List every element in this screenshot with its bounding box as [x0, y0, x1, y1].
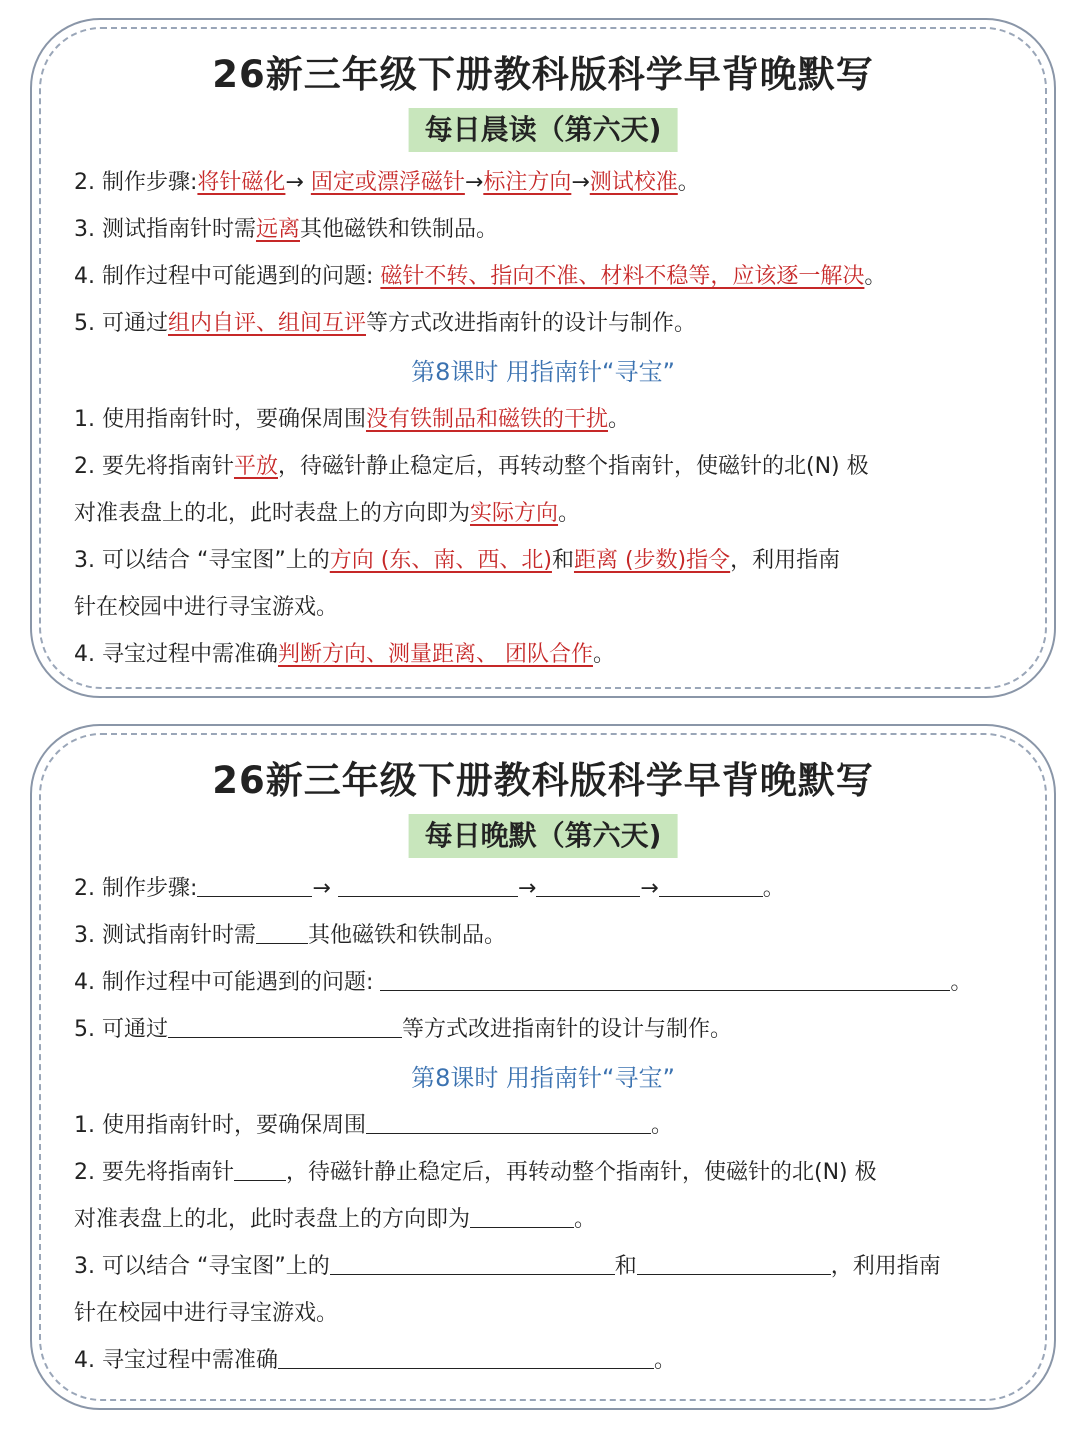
answer: 实际方向	[470, 501, 559, 526]
morning-reading-card	[30, 18, 1056, 698]
question-4: 4. 制作过程中可能遇到的问题: 。	[74, 970, 973, 995]
answer: 固定或漂浮磁针	[310, 170, 465, 195]
lesson-question-1: 1. 使用指南针时，要确保周围 。	[74, 1113, 673, 1138]
question-5: 5. 可通过组内自评、组间互评等方式改进指南针的设计与制作。	[74, 311, 697, 336]
answer-blank[interactable]	[380, 968, 950, 991]
answer-blank[interactable]	[366, 1111, 651, 1134]
lesson-heading: 第8课时 用指南针“寻宝”	[411, 1064, 675, 1092]
lesson-question-2: 2. 要先将指南针 ，待磁针静止稳定后，再转动整个指南针，使磁针的北(N) 极	[74, 1160, 877, 1185]
answer: 将针磁化	[197, 170, 286, 195]
answer-blank[interactable]	[256, 921, 308, 944]
answer: 远离	[255, 217, 300, 242]
answer-blank[interactable]	[168, 1015, 402, 1038]
lesson-heading: 第8课时 用指南针“寻宝”	[411, 358, 675, 386]
lesson-question-3: 3. 可以结合 “寻宝图”上的 和 ，利用指南	[74, 1254, 941, 1279]
answer: 磁针不转、指向不准、材料不稳等，应该逐一解决	[380, 264, 865, 289]
day-badge: 每日晨读（第六天)	[409, 108, 678, 152]
question-5: 5. 可通过 等方式改进指南针的设计与制作。	[74, 1017, 732, 1042]
answer-blank[interactable]	[197, 874, 312, 897]
lesson-question-4: 4. 寻宝过程中需准确判断方向、测量距离、 团队合作。	[74, 642, 615, 667]
lesson-question-3: 3. 可以结合 “寻宝图”上的方向 (东、南、西、北)和距离 (步数)指令，利用指南	[74, 548, 841, 573]
answer: 方向 (东、南、西、北)	[329, 548, 552, 573]
answer: 测试校准	[589, 170, 678, 195]
answer-blank[interactable]	[330, 1252, 615, 1275]
answer-blank[interactable]	[470, 1205, 574, 1228]
answer-blank[interactable]	[659, 874, 763, 897]
answer-blank[interactable]	[637, 1252, 831, 1275]
lesson-question-1: 1. 使用指南针时，要确保周围没有铁制品和磁铁的干扰。	[74, 407, 631, 432]
lesson-question-4: 4. 寻宝过程中需准确 。	[74, 1348, 676, 1373]
lesson-question-2: 2. 要先将指南针平放，待磁针静止稳定后，再转动整个指南针，使磁针的北(N) 极	[74, 454, 869, 479]
question-4: 4. 制作过程中可能遇到的问题: 磁针不转、指向不准、材料不稳等，应该逐一解决。	[74, 264, 887, 289]
answer: 平放	[233, 454, 278, 479]
answer-blank[interactable]	[234, 1158, 286, 1181]
question-3: 3. 测试指南针时需远离其他磁铁和铁制品。	[74, 217, 499, 242]
lesson-question-2-cont: 对准表盘上的北，此时表盘上的方向即为实际方向。	[74, 501, 581, 526]
answer-blank[interactable]	[536, 874, 640, 897]
question-2: 2. 制作步骤:将针磁化→ 固定或漂浮磁针→标注方向→测试校准。	[74, 170, 700, 195]
answer: 标注方向	[483, 170, 572, 195]
evening-dictation-card	[30, 724, 1056, 1410]
lesson-question-3-cont: 针在校园中进行寻宝游戏。	[74, 1301, 339, 1326]
answer: 判断方向、测量距离、 团队合作	[277, 642, 593, 667]
card-title: 26新三年级下册教科版科学早背晚默写	[212, 759, 874, 802]
question-3: 3. 测试指南针时需 其他磁铁和铁制品。	[74, 923, 506, 948]
day-badge: 每日晚默（第六天)	[409, 814, 678, 858]
card-title: 26新三年级下册教科版科学早背晚默写	[212, 53, 874, 96]
answer-blank[interactable]	[338, 874, 518, 897]
answer: 组内自评、组间互评	[167, 311, 366, 336]
answer: 距离 (步数)指令	[573, 548, 731, 573]
question-2: 2. 制作步骤: → → → 。	[74, 876, 785, 901]
lesson-question-3-cont: 针在校园中进行寻宝游戏。	[74, 595, 339, 620]
answer: 没有铁制品和磁铁的干扰	[365, 407, 608, 432]
answer-blank[interactable]	[278, 1346, 654, 1369]
lesson-question-2-cont: 对准表盘上的北，此时表盘上的方向即为 。	[74, 1207, 597, 1232]
